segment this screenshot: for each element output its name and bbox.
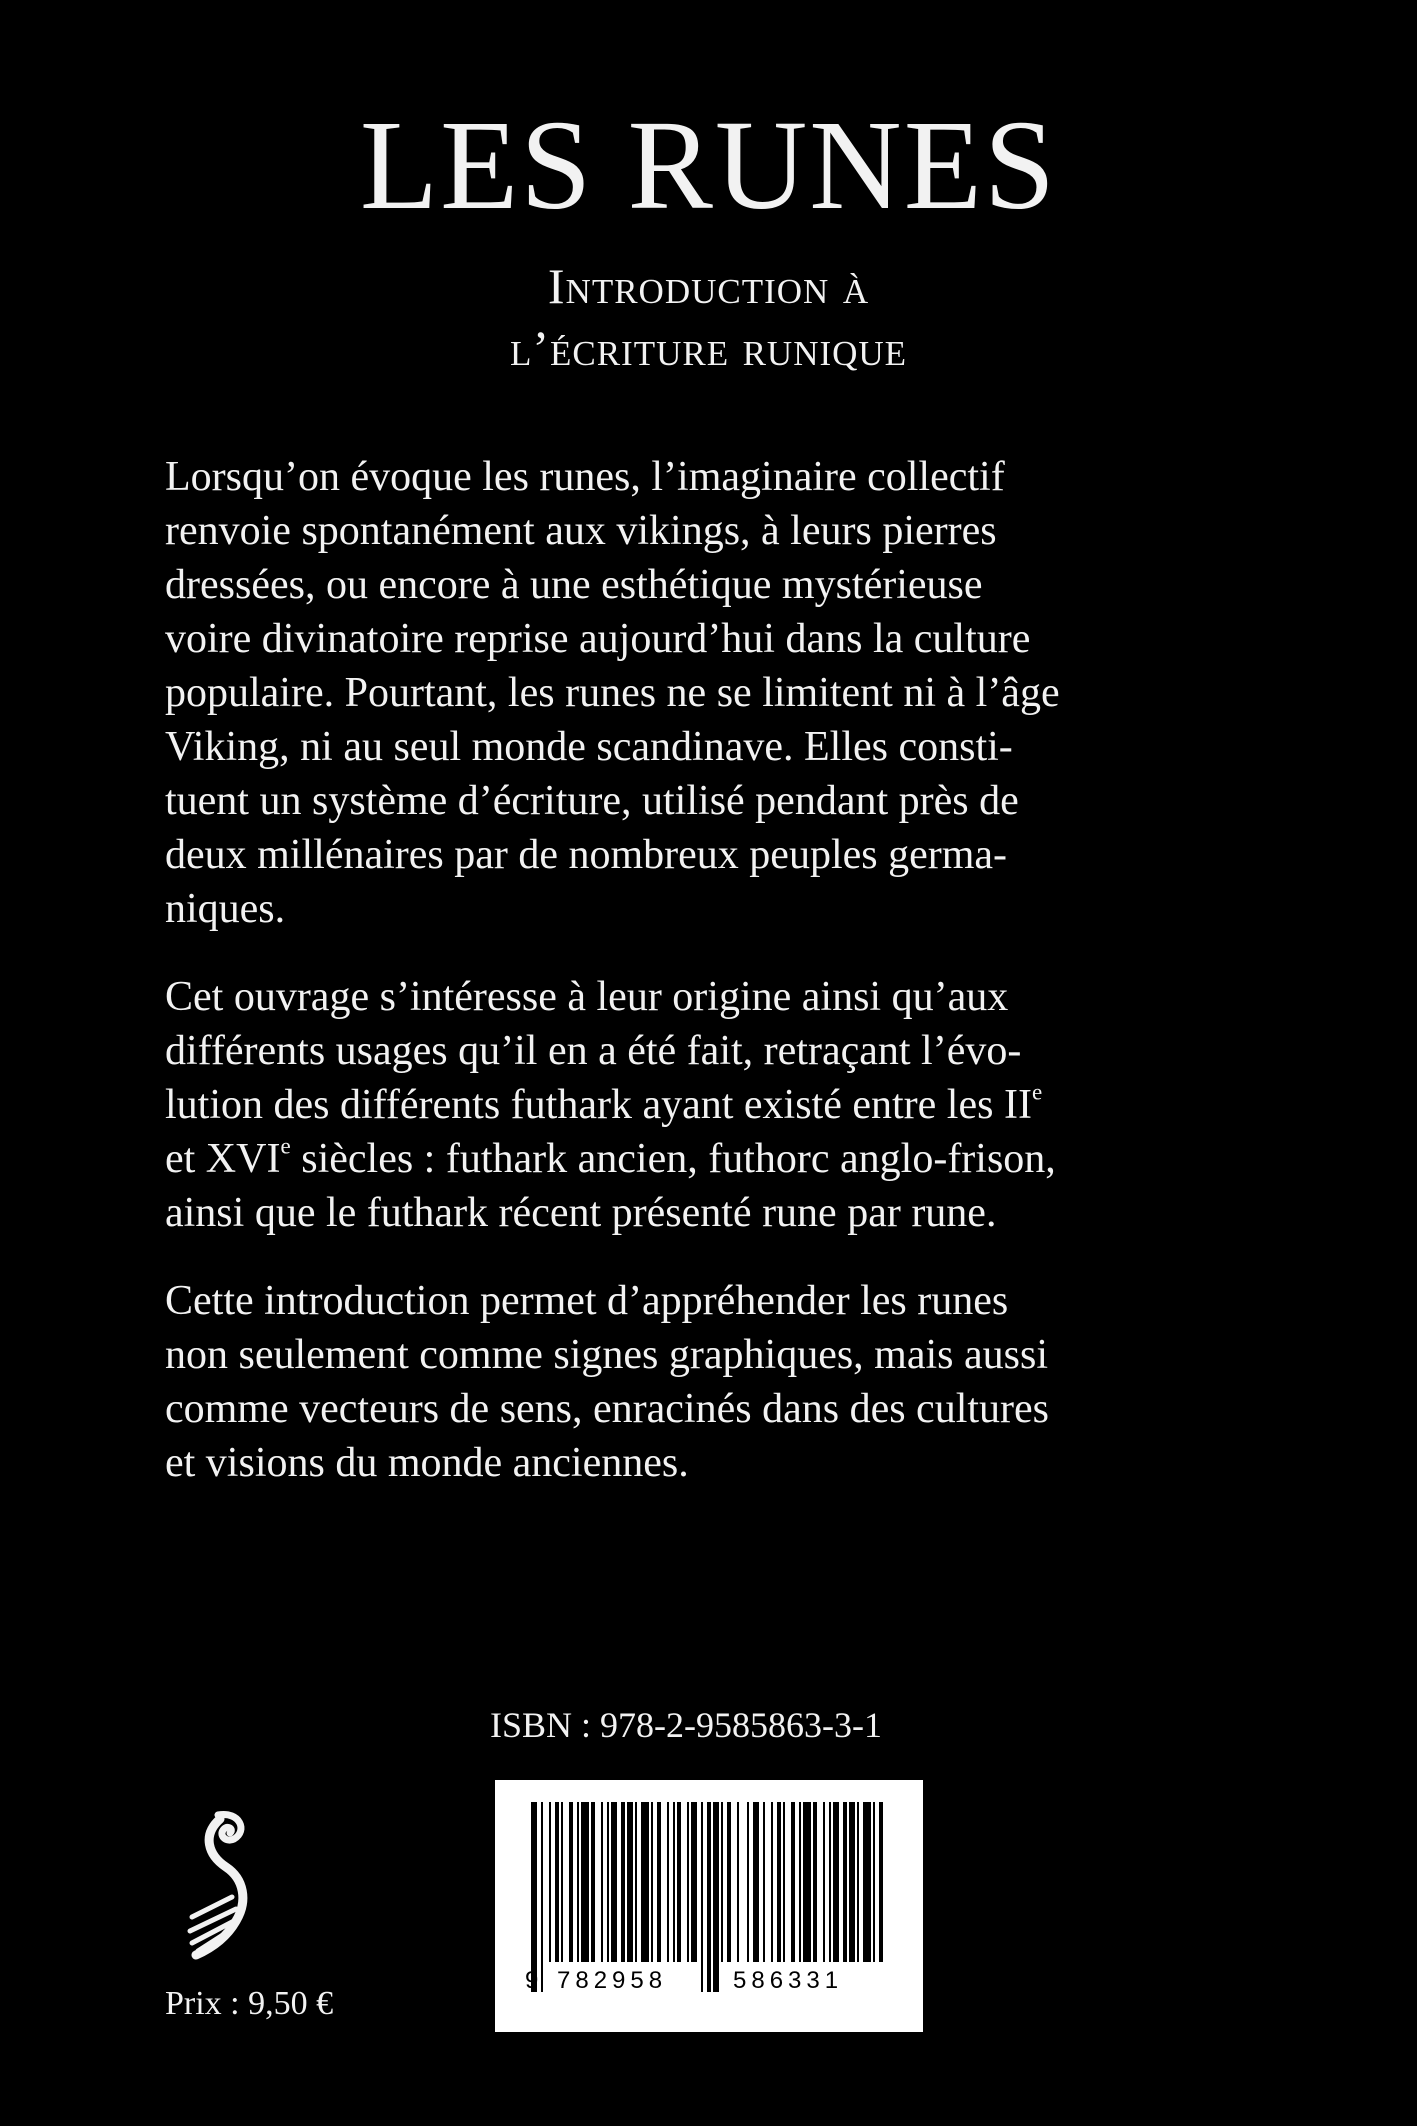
barcode-bar — [555, 1802, 559, 1962]
blurb-line: tuent un système d’écriture, utilisé pendant près de — [165, 778, 1019, 824]
blurb-line: Cette introduction permet d’appréhender les runes — [165, 1278, 1009, 1324]
blurb-line: voire divinatoire reprise aujourd’hui dans la culture — [165, 616, 1031, 662]
blurb-line: non seulement comme signes graphiques, mais aussi — [165, 1332, 1049, 1378]
blurb-line: Lorsqu’on évoque les runes, l’imaginaire collectif — [165, 454, 1005, 500]
barcode-bar — [803, 1802, 811, 1962]
barcode-bar — [673, 1802, 675, 1962]
blurb-line: différents usages qu’il en a été fait, retraçant l’évo- — [165, 1028, 1022, 1074]
price-label: Prix : 9,50 € — [165, 1985, 334, 2022]
blurb-line: comme vecteurs de sens, enracinés dans des cultures — [165, 1386, 1050, 1432]
superscript: e — [280, 1132, 291, 1159]
blurb-line: deux millénaires par de nombreux peuples germa- — [165, 832, 1008, 878]
barcode-bar — [747, 1802, 749, 1962]
barcode-bar — [677, 1802, 681, 1962]
barcode-bar — [833, 1802, 839, 1962]
barcode-bar — [691, 1802, 697, 1962]
barcode-bar — [873, 1802, 875, 1962]
blurb-paragraph-2 — [165, 970, 1245, 1240]
blurb-line — [165, 1132, 1245, 1186]
barcode-bar — [799, 1802, 801, 1962]
barcode-bar — [791, 1802, 795, 1962]
blurb-line: Viking, ni au seul monde scandinave. Elles consti- — [165, 724, 1013, 770]
blurb-line — [165, 1078, 1245, 1132]
superscript: e — [1031, 1078, 1043, 1105]
blurb-text: siècles : futhark ancien, futhorc anglo-frison, — [290, 1136, 1056, 1182]
barcode-bar — [621, 1802, 625, 1962]
barcode-bar — [707, 1802, 711, 1992]
barcode-bar — [857, 1802, 859, 1962]
subtitle-line-1: Introduction à — [547, 258, 870, 314]
barcode-bar — [687, 1802, 689, 1962]
blurb-line: niques. — [165, 886, 286, 932]
barcode-bar — [549, 1802, 551, 1962]
blurb-line: dressées, ou encore à une esthétique mystérieuse — [165, 562, 983, 608]
barcode-bar — [591, 1802, 595, 1962]
subtitle-line-2: l’écriture runique — [509, 320, 908, 376]
isbn-label: ISBN : 978-2-9585863-3-1 — [490, 1705, 882, 1745]
barcode-bar — [701, 1802, 703, 1992]
barcode-bar — [829, 1802, 831, 1962]
barcode-bar — [607, 1802, 609, 1962]
barcode-bar — [541, 1802, 543, 1992]
blurb-line: Cet ouvrage s’intéresse à leur origine ainsi qu’aux — [165, 974, 1009, 1020]
barcode-bar — [879, 1802, 883, 1962]
barcode-graphic — [495, 1780, 923, 2032]
blurb-line: renvoie spontanément aux vikings, à leurs pierres — [165, 508, 997, 554]
barcode-bar — [863, 1802, 871, 1962]
barcode-bar — [561, 1802, 563, 1962]
blurb-text: et XVI — [165, 1136, 281, 1182]
barcode-bar — [763, 1802, 765, 1962]
book-title: LES RUNES — [359, 94, 1058, 236]
blurb-line: ainsi que le futhark récent présenté rune par rune. — [165, 1190, 997, 1236]
barcode-bar — [771, 1802, 773, 1962]
barcode-bar — [531, 1802, 537, 1992]
barcode-bar — [753, 1802, 759, 1962]
barcode-bar — [783, 1802, 785, 1962]
barcode-bar — [611, 1802, 617, 1962]
barcode-bar — [635, 1802, 637, 1962]
book-subtitle — [0, 255, 1417, 379]
barcode-bar — [581, 1802, 589, 1962]
blurb-text: lution des différents futhark ayant existé entre les II — [165, 1082, 1032, 1128]
blurb-paragraph-3 — [165, 1274, 1245, 1490]
barcode-bar — [713, 1802, 719, 1992]
barcode-bar — [627, 1802, 633, 1962]
barcode-bar — [577, 1802, 579, 1962]
swan-ship-icon — [178, 1805, 278, 1970]
barcode-bar — [721, 1802, 723, 1962]
barcode-bar — [651, 1802, 653, 1962]
barcode-bar — [657, 1802, 661, 1962]
isbn-barcode — [495, 1780, 923, 2032]
barcode-digits-left: 782958 — [557, 1967, 668, 1994]
blurb-line: et visions du monde anciennes. — [165, 1440, 689, 1486]
barcode-bar — [737, 1802, 739, 1962]
barcode-bar — [601, 1802, 603, 1962]
blurb-paragraph-1 — [165, 450, 1245, 936]
barcode-bar — [569, 1802, 573, 1962]
barcode-digit-prefix: 9 — [525, 1967, 539, 1994]
barcode-bar — [777, 1802, 781, 1962]
barcode-bar — [667, 1802, 669, 1962]
blurb-line: populaire. Pourtant, les runes ne se limitent ni à l’âge — [165, 670, 1060, 716]
blurb — [165, 450, 1245, 1524]
barcode-bar — [813, 1802, 817, 1962]
barcode-bar — [849, 1802, 855, 1962]
barcode-bar — [843, 1802, 847, 1962]
barcode-bar — [727, 1802, 731, 1962]
barcode-digits-right: 586331 — [733, 1967, 844, 1994]
barcode-bar — [641, 1802, 649, 1962]
barcode-bar — [823, 1802, 825, 1962]
